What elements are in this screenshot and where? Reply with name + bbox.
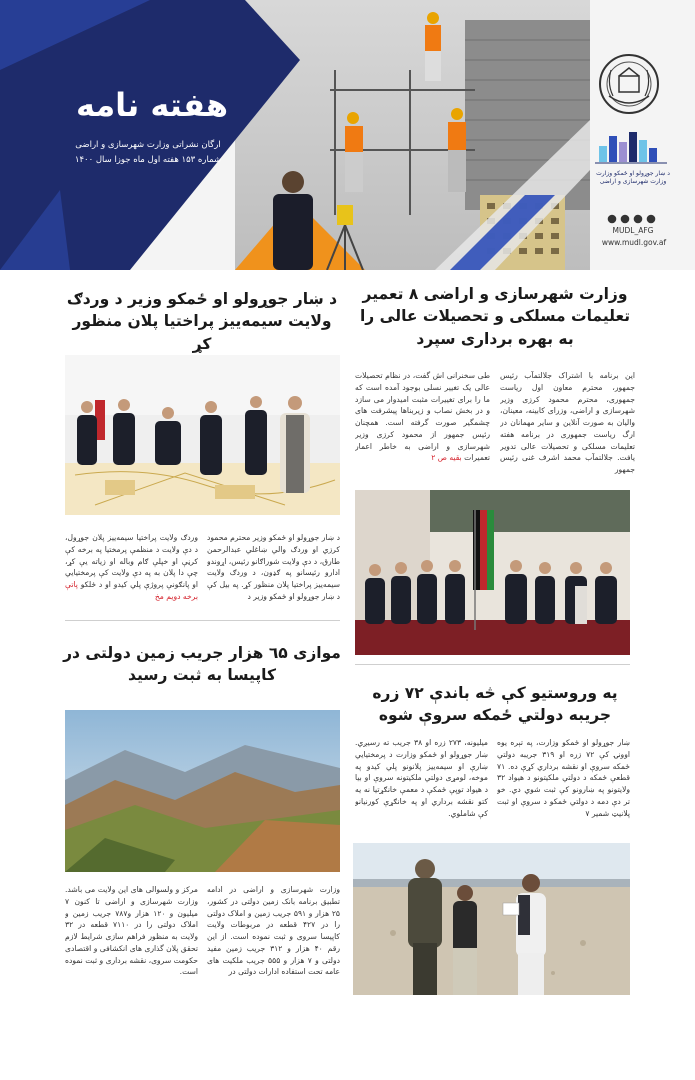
article-body-kapisa-left <box>65 884 198 996</box>
article-text: طی سخنرانی اش گفت، در نظام تحصیلات عالی یک تغییر نسلی بوجود آمده است که ما را برای تغییرات مثبت امیدوار می سازد و در بخش نصاب و زیربناها پیشرفت های چشمگیر صورت گرفته است. همچنان رئیس جمهور از محمود کرزی وزیر شهرسازی و اراضی به خاطر اعمار تعمیرات <box>355 371 490 463</box>
photo-kapisa-valley <box>65 710 340 872</box>
masthead-title: هفته نامه <box>75 86 229 124</box>
article-headline-kapisa: موازی ٦۵ هزار جریب زمین دولتی در کاپیسا به ثبت رسید <box>63 644 341 685</box>
national-emblem-icon <box>597 52 661 116</box>
masthead-blue-panel <box>0 0 300 270</box>
article-headline-wardak: د ښار جوړولو او ځمکو وزير د وردګ ولايت سيمه‌ييز پراختيا پلان منظور کړ <box>66 290 338 353</box>
twitter-icon <box>634 215 643 224</box>
issue-number: شماره ۱۵۳ هفته اول ماه جوزا سال ۱۴۰۰ <box>74 155 222 165</box>
article-body-wardak-left <box>65 532 198 612</box>
article-text: ښار جوړولو او ځمکو وزارت، په تېره يوه اوونۍ کې ۷۲ زره او ۳۱۹ جريبه دولتي ځمکه سروې او نقشه برداري کړې ده. ۷۱ قطعې ځمکه د دولتي ملکيتونو د هيواد ۳۲ ولايتونو په ښارونو کې ثبت شوي دي. خو تر دې دمه د دولتي ځمکو د سروې او ثبت پلانيټ شمير ۷ <box>497 738 630 818</box>
facebook-icon <box>608 215 617 224</box>
ministry-name <box>578 170 688 186</box>
article-headline-land-survey: په وروستيو کې څه باندې ۷۲ زره جريبه دولتي ځمکه سروې شوه <box>372 684 618 725</box>
ministry-name-pashto: د ښار جوړولو او ځمکو وزارت <box>596 170 670 177</box>
article-headline-transfer: وزارت شهرسازی و اراضی ۸ تعمیر تعلیمات مسلکی و تحصیلات عالی را به بهره برداری سپرد <box>359 285 631 348</box>
youtube-icon <box>621 215 630 224</box>
section-divider <box>355 664 630 665</box>
article-text: د ښار جوړولو او ځمکو وزير محترم محمود کرزي او وردګ والي ښاغلي عبدالرحمن طارق، د دې ولايت شوراګانو رئيس، اړوندو ادارو رئيسانو په ګډون، د وردګ ولايت سيمه‌ييز پراختيا پلان منظور کړ. په بيل کې د ښار جوړولو او ځمکو وزير د <box>207 533 340 601</box>
article-text: مرکز و ولسوالی های این ولایت می باشد. وزارت شهرسازی و اراضی تا کنون ۷ میلیون و ۱۲۰ هزار و۷۸۷ جریب زمین و املاک دولتی را در ۷۱۱۰ قطعه در ۳۲ ولایت به منظور فراهم سازی شرایط لازم تحقق پلان گذاری های انکشافی و اقتصادی حکومت سروی، نقشه برداری و ثبت نموده است. <box>65 885 198 977</box>
article-body-transfer-left <box>355 370 490 482</box>
article-text: ميليونه، ۲۷۳ زره او ۳۸ جريب ته رسيږي. ښار جوړولو او ځمکو وزارت د پرمختيايي ښارې او سيمه‌ييز پلانونو پلي کيدو په موخه، لومړی دولتي ملکيتونه سروې او بيا د هيواد توپې ځمکې د معمې خانګړتيا نه يه کتو نقشه برداري او په خانګړې کورنيانو کې شاملوي. <box>355 738 488 818</box>
article-text: وردګ ولايت پراختيا سيمه‌ييز پلان جوړول، د دې ولايت د منظمې پرمختيا په برخه کې کرڼې او خپلې ګام وباله او زياته يې کړ، چې دا پلان به په دې ولايت کې پرمختيايي او پانګونې پروژې پلي کيدو او د ځلکو <box>65 533 198 590</box>
article-body-transfer-right <box>500 370 635 482</box>
masthead-banner <box>0 0 695 270</box>
instagram-icon <box>647 215 656 224</box>
article-body-kapisa-right <box>207 884 340 996</box>
section-divider <box>65 620 340 621</box>
social-handle: MUDL_AFG <box>612 226 654 235</box>
article-body-land-survey-right <box>497 737 630 833</box>
ministry-name-dari: وزارت شهرسازی و اراضی <box>599 177 667 185</box>
photo-ceremony <box>355 490 630 655</box>
ministry-logo-icon <box>595 128 667 168</box>
continued-link[interactable]: پاتې برخه دويم مخ <box>65 580 198 601</box>
article-text: وزارت شهرسازی و اراضی در ادامه تطبیق برنامه بانک زمین دولتی در کشور، ۲۵ هزار و ۵۹۱ جریب زمین و املاک دولتی را در ۴۲۷ قطعه در مربوطات ولایت کاپیسا سروی و ثبت نموده است. از این رقم ۴۰ هزار و ۳۱۲ جریب زمین مفید دولتی و ۷ هزار و ۵۵۵ جریب ملکیت های عامه تحت استفاده ادارات دولتی در <box>207 885 340 977</box>
article-body-wardak-right <box>207 532 340 612</box>
social-icons <box>607 214 657 224</box>
photo-wardak-meeting <box>65 355 340 515</box>
photo-land-survey-team <box>353 843 630 995</box>
article-body-land-survey-left <box>355 737 488 833</box>
continued-link[interactable]: بقیه ص ۲ <box>431 453 462 463</box>
masthead-subtitle: ارگان نشراتی وزارت شهرسازی و اراضی <box>75 140 221 150</box>
article-text: این برنامه با اشتراک جلالتمآب رئیس جمهور، محترم معاون اول ریاست جمهوری، محترم محمود کرزی وزیر شهرسازی و اراضی، وزرای کابینه، معینان، والیان به صورت آنلاین و سایر مهمانان در ارگ ریاست جمهوری در برنامه هفته تعلیمات مسلکی و تحصیلات عالی تدویر یافت. جلالتمآب محمد اشرف غنی رئیس جمهور <box>500 371 635 475</box>
website-link[interactable]: www.mudl.gov.af <box>601 238 667 247</box>
